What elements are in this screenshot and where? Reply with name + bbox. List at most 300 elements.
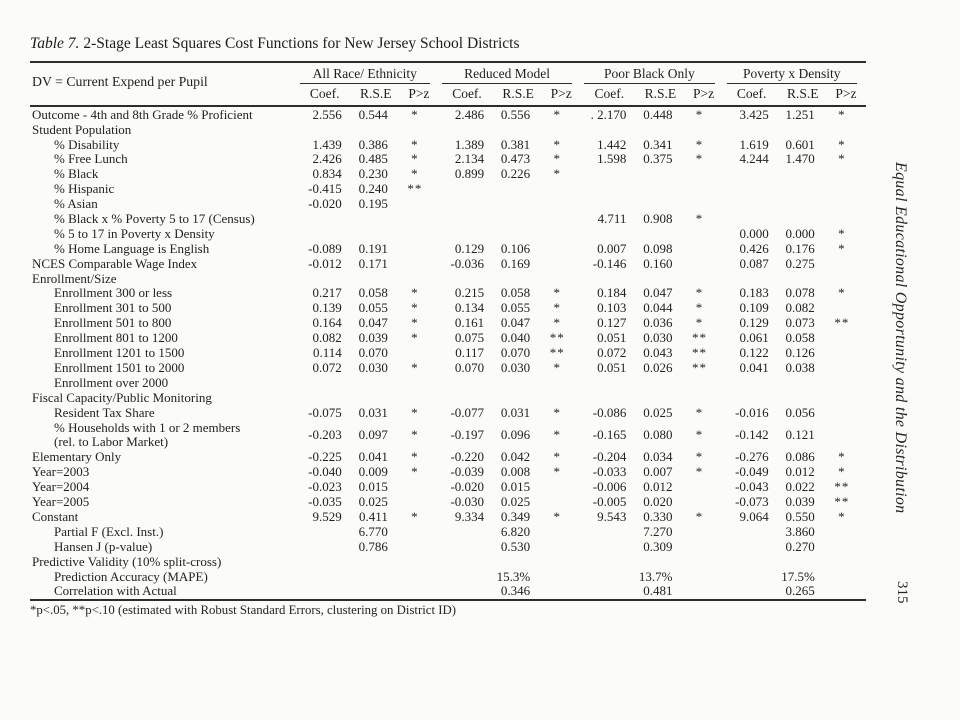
pz-cell <box>541 494 581 509</box>
pz-cell: * <box>411 427 419 443</box>
row-label <box>30 256 297 271</box>
row-label <box>30 211 297 226</box>
rse-cell: 0.386 <box>358 136 388 152</box>
rse-cell <box>495 196 541 211</box>
row-label <box>30 241 297 256</box>
pz-header: P>z <box>550 86 572 101</box>
rse-cell <box>495 226 541 241</box>
row-label-line: % Black x % Poverty 5 to 17 (Census) <box>54 211 255 226</box>
pz-cell: * <box>411 136 419 152</box>
pz-cell <box>399 554 439 569</box>
table-row <box>30 554 866 569</box>
rse-cell: 0.000 <box>785 226 815 241</box>
coef-cell <box>724 181 780 196</box>
rse-cell: 0.022 <box>785 479 815 495</box>
coef-cell <box>297 554 353 569</box>
rse-cell <box>637 167 683 182</box>
rse-cell: 0.047 <box>358 315 388 331</box>
pz-cell <box>541 390 581 405</box>
column-group-all-race <box>297 62 439 84</box>
pz-cell <box>541 584 581 600</box>
pz-cell: * <box>553 166 561 182</box>
row-label-line: % Asian <box>54 196 98 212</box>
coef-cell: -0.204 <box>592 449 627 465</box>
coef-cell: -0.276 <box>735 449 769 465</box>
row-label-line: Enrollment 1501 to 2000 <box>54 360 185 375</box>
table-row <box>30 241 866 256</box>
pz-cell: * <box>838 449 846 465</box>
pz-cell: * <box>411 404 419 420</box>
rse-cell <box>637 554 683 569</box>
pz-cell: * <box>411 285 419 301</box>
rse-cell <box>780 122 826 137</box>
coef-cell <box>724 554 780 569</box>
coef-cell: -0.089 <box>308 241 342 256</box>
row-label-line: Enrollment 801 to 1200 <box>54 330 178 346</box>
row-label-line: Student Population <box>32 121 132 137</box>
coef-cell: -0.039 <box>450 464 485 480</box>
coef-cell: -0.006 <box>592 479 627 495</box>
table-row <box>30 420 866 450</box>
row-label-line: NCES Comparable Wage Index <box>32 255 198 271</box>
pz-cell <box>399 375 439 390</box>
pz-cell <box>683 256 723 271</box>
coef-cell <box>581 196 637 211</box>
pz-cell <box>826 569 866 584</box>
rse-cell <box>637 196 683 211</box>
coef-cell: 0.217 <box>312 285 342 301</box>
pz-cell <box>683 241 723 256</box>
pz-cell <box>826 420 866 450</box>
coef-cell: 1.442 <box>597 136 627 152</box>
pz-cell: * <box>411 509 419 525</box>
pz-cell <box>826 167 866 182</box>
pz-cell: * <box>553 300 561 316</box>
rse-cell <box>637 181 683 196</box>
rse-cell: 0.341 <box>643 136 673 152</box>
coef-cell: 0.103 <box>597 300 627 316</box>
rse-cell <box>353 271 399 286</box>
column-group-poor-black-label: Poor Black Only <box>584 63 714 84</box>
coef-cell <box>297 226 353 241</box>
pz-cell <box>541 271 581 286</box>
pz-cell: * <box>695 404 704 420</box>
pz-cell: * <box>411 315 419 331</box>
pz-cell <box>399 494 439 509</box>
rse-cell: 0.160 <box>643 255 673 271</box>
rse-cell: 0.240 <box>358 181 388 197</box>
coef-cell: -0.033 <box>592 464 627 480</box>
rse-cell: 0.908 <box>643 211 673 226</box>
row-label <box>30 106 297 122</box>
coef-cell: -0.043 <box>735 479 769 495</box>
rse-cell: 0.043 <box>643 345 673 360</box>
row-label-line: Enrollment over 2000 <box>54 375 169 390</box>
pz-cell <box>541 211 581 226</box>
rse-cell: 0.015 <box>358 479 388 495</box>
rse-cell <box>780 271 826 286</box>
coef-cell <box>581 122 637 137</box>
rse-cell: 0.012 <box>643 479 673 495</box>
rse-header: R.S.E <box>644 86 677 101</box>
pz-cell: * <box>838 106 846 122</box>
row-label <box>30 167 297 182</box>
coef-cell: -0.146 <box>592 255 627 271</box>
coef-cell: 0.109 <box>739 300 769 316</box>
pz-cell <box>541 524 581 539</box>
pz-cell: * <box>553 449 561 465</box>
pz-cell <box>399 524 439 539</box>
rse-header: R.S.E <box>786 86 819 101</box>
pz-cell <box>826 330 866 345</box>
coef-cell <box>724 539 780 554</box>
pz-cell: * <box>553 509 561 525</box>
coef-cell: -0.415 <box>308 181 342 197</box>
coef-cell: -0.040 <box>308 464 342 480</box>
rse-cell: 0.058 <box>358 285 388 301</box>
rse-cell: 0.036 <box>643 315 673 331</box>
table-row <box>30 271 866 286</box>
pz-cell <box>541 196 581 211</box>
row-label <box>30 196 297 211</box>
row-label <box>30 509 297 524</box>
pz-cell <box>826 181 866 196</box>
rse-cell: 0.097 <box>358 427 388 443</box>
coef-cell: 0.000 <box>739 226 769 241</box>
coef-header: Coef. <box>736 86 767 101</box>
pz-cell <box>683 390 723 405</box>
coef-cell: 0.072 <box>597 345 627 360</box>
coef-cell: -0.035 <box>308 494 342 510</box>
pz-cell: * <box>411 106 419 122</box>
coef-header: Coef. <box>452 86 482 101</box>
table-row <box>30 584 866 600</box>
rse-cell <box>353 375 399 390</box>
coef-cell <box>581 167 637 182</box>
coef-cell: -0.020 <box>308 196 342 212</box>
pz-cell: * <box>411 300 419 316</box>
coef-cell: 1.598 <box>597 151 627 167</box>
table-row <box>30 181 866 196</box>
pz-cell <box>541 375 581 390</box>
page-number: 315 <box>894 581 910 604</box>
rse-cell: 0.346 <box>500 583 531 599</box>
table-row <box>30 301 866 316</box>
rse-cell <box>495 554 541 569</box>
row-label <box>30 569 297 584</box>
pz-cell <box>399 569 439 584</box>
rse-cell <box>353 554 399 569</box>
row-label-line: Year=2003 <box>32 464 90 480</box>
rse-cell: 0.106 <box>500 241 531 256</box>
row-label <box>30 122 297 137</box>
pz-cell <box>826 122 866 137</box>
rse-cell <box>495 390 541 405</box>
coef-cell <box>439 539 495 554</box>
pz-cell: * <box>553 427 561 443</box>
pz-cell: * <box>411 330 419 346</box>
rse-cell: 0.070 <box>358 345 388 360</box>
coef-cell <box>724 196 780 211</box>
row-label-line: Predictive Validity (10% split-cross) <box>32 553 222 569</box>
row-label <box>30 450 297 465</box>
coef-cell: 4.244 <box>739 151 769 167</box>
coef-cell: -0.012 <box>308 255 342 271</box>
rse-cell <box>780 211 826 226</box>
pz-cell <box>683 584 723 600</box>
rse-cell: 0.265 <box>785 583 815 599</box>
coef-cell <box>439 584 495 600</box>
coef-cell: 9.543 <box>597 509 627 525</box>
pz-cell <box>826 405 866 420</box>
rse-cell: 0.169 <box>500 255 531 271</box>
pz-cell <box>399 211 439 226</box>
rse-cell: 0.078 <box>785 285 815 301</box>
rse-cell: 0.309 <box>643 539 673 554</box>
pz-cell <box>683 524 723 539</box>
pz-cell: * <box>411 360 419 375</box>
pz-cell <box>399 196 439 211</box>
coef-cell <box>724 584 780 600</box>
rse-cell: 0.070 <box>500 345 531 360</box>
rse-cell: 0.096 <box>500 427 531 443</box>
pz-cell <box>541 226 581 241</box>
pz-cell <box>826 360 866 375</box>
pz-cell <box>826 554 866 569</box>
rse-cell: 0.226 <box>500 166 531 182</box>
rse-cell: 0.171 <box>358 255 388 271</box>
row-label <box>30 315 297 330</box>
coef-cell: 0.899 <box>454 166 485 182</box>
table-row <box>30 256 866 271</box>
coef-cell: 0.184 <box>597 285 627 301</box>
rse-cell: 1.470 <box>785 151 815 167</box>
row-label-line: Hansen J (p-value) <box>54 539 153 554</box>
table-row <box>30 167 866 182</box>
rse-cell: 0.381 <box>500 136 531 152</box>
rse-cell: 0.034 <box>643 449 673 465</box>
coef-cell: -0.086 <box>592 404 627 420</box>
coef-cell <box>297 390 353 405</box>
rse-cell: 0.375 <box>643 151 673 167</box>
pz-cell: ** <box>692 330 708 346</box>
pz-cell: ** <box>834 315 850 331</box>
pz-cell <box>826 584 866 600</box>
coef-cell: -0.165 <box>592 427 627 443</box>
table-row <box>30 465 866 480</box>
coef-cell: -0.005 <box>592 494 627 510</box>
pz-cell: * <box>553 360 561 375</box>
coef-cell: -0.197 <box>450 427 485 443</box>
row-label <box>30 181 297 196</box>
pz-cell: * <box>553 106 561 122</box>
pz-cell: ** <box>834 494 850 510</box>
coef-cell: 2.486 <box>454 106 485 122</box>
rse-cell: 1.251 <box>785 106 815 122</box>
coef-cell: -0.075 <box>308 404 342 420</box>
coef-header: Coef. <box>309 86 340 101</box>
coef-cell: -0.023 <box>308 479 342 495</box>
pz-cell <box>683 375 723 390</box>
coef-cell <box>724 375 780 390</box>
table-row <box>30 196 866 211</box>
column-group-poor-black <box>581 62 723 84</box>
row-label-line: Constant <box>32 509 79 525</box>
row-label <box>30 137 297 152</box>
pz-cell: * <box>411 166 419 182</box>
coef-cell <box>581 375 637 390</box>
column-group-row <box>30 62 866 84</box>
pz-cell <box>826 390 866 405</box>
rse-cell: 0.098 <box>643 241 673 256</box>
table-row <box>30 330 866 345</box>
pz-cell: * <box>695 285 704 301</box>
coef-cell: 0.051 <box>597 330 627 346</box>
rse-cell: 0.020 <box>643 494 673 510</box>
column-group-all-race-label: All Race/ Ethnicity <box>300 63 430 84</box>
pz-cell: * <box>411 151 419 167</box>
row-label-line: Enrollment 300 or less <box>54 285 173 301</box>
rse-cell <box>637 375 683 390</box>
coef-cell: -0.203 <box>308 427 342 443</box>
rse-cell: 0.082 <box>785 300 815 316</box>
pz-cell <box>399 390 439 405</box>
coef-cell: -0.225 <box>308 449 342 465</box>
coef-cell: 0.007 <box>597 241 627 256</box>
pz-cell <box>541 569 581 584</box>
pz-cell <box>683 181 723 196</box>
pz-cell: * <box>553 285 561 301</box>
pz-cell <box>399 539 439 554</box>
coef-cell <box>581 569 637 584</box>
coef-cell <box>297 524 353 539</box>
pz-cell <box>826 211 866 226</box>
coef-cell: 0.087 <box>739 255 769 271</box>
coef-cell: -0.142 <box>735 427 769 443</box>
coef-cell: 4.711 <box>597 211 627 226</box>
coef-cell: -0.220 <box>450 449 485 465</box>
row-label-line: Correlation with Actual <box>54 583 177 599</box>
coef-cell: 0.117 <box>455 345 485 360</box>
coef-cell <box>724 167 780 182</box>
coef-header: Coef. <box>594 86 625 101</box>
row-label <box>30 330 297 345</box>
pz-cell: * <box>695 106 704 122</box>
pz-cell <box>826 375 866 390</box>
rse-cell: 0.015 <box>500 479 531 495</box>
table-row <box>30 479 866 494</box>
rse-cell: 13.7% <box>638 568 673 584</box>
coef-cell: 2.426 <box>312 151 342 167</box>
coef-cell <box>724 569 780 584</box>
coef-cell: 0.164 <box>312 315 342 331</box>
coef-cell: 2.556 <box>312 106 342 122</box>
coef-cell <box>724 390 780 405</box>
rse-cell: 0.038 <box>785 360 815 375</box>
pz-cell: * <box>553 404 561 420</box>
pz-cell <box>826 301 866 316</box>
column-group-reduced-model <box>439 62 581 84</box>
rse-cell: 0.042 <box>500 449 531 465</box>
coef-cell <box>439 554 495 569</box>
rse-cell: 0.601 <box>785 136 815 152</box>
table-row <box>30 524 866 539</box>
rse-cell: 0.030 <box>500 360 531 375</box>
rse-header: R.S.E <box>502 86 534 101</box>
coef-cell: -0.036 <box>450 255 485 271</box>
pz-cell <box>683 539 723 554</box>
rse-header: R.S.E <box>360 86 392 101</box>
rse-cell <box>637 122 683 137</box>
rse-cell <box>637 271 683 286</box>
pz-cell <box>541 241 581 256</box>
pz-cell <box>683 167 723 182</box>
pz-header: P>z <box>408 86 430 101</box>
row-label-line: % Free Lunch <box>54 151 128 167</box>
coef-cell: 9.064 <box>739 509 769 525</box>
rse-cell: 0.055 <box>358 300 388 316</box>
coef-cell <box>439 569 495 584</box>
pz-cell: ** <box>549 345 565 360</box>
coef-cell: 3.425 <box>739 106 769 122</box>
table-row <box>30 152 866 167</box>
rse-cell <box>495 211 541 226</box>
table-row <box>30 539 866 554</box>
pz-cell: * <box>695 509 704 525</box>
rse-cell: 0.556 <box>500 106 531 122</box>
row-label <box>30 360 297 375</box>
pz-cell <box>826 271 866 286</box>
dependent-variable-label: DV = Current Expend per Pupil <box>32 73 208 89</box>
coef-cell <box>297 122 353 137</box>
table-title-number: Table 7. <box>30 35 80 52</box>
coef-cell <box>581 524 637 539</box>
rse-cell <box>353 226 399 241</box>
pz-cell <box>399 122 439 137</box>
rse-cell: 0.230 <box>358 166 388 182</box>
rse-cell: 6.770 <box>358 524 388 539</box>
pz-cell: * <box>838 151 846 167</box>
rse-cell: 17.5% <box>781 568 815 584</box>
coef-cell: -0.073 <box>735 494 769 510</box>
pz-cell: * <box>695 211 704 226</box>
row-label-line: Fiscal Capacity/Public Monitoring <box>32 389 212 405</box>
pz-cell <box>399 345 439 360</box>
coef-cell: 0.129 <box>739 315 769 331</box>
rse-cell: 0.786 <box>358 539 388 554</box>
row-label <box>30 465 297 480</box>
coef-cell <box>581 584 637 600</box>
row-label <box>30 152 297 167</box>
rse-cell <box>495 375 541 390</box>
rse-cell: 0.047 <box>500 315 531 331</box>
rse-cell: 0.012 <box>785 464 815 480</box>
coef-cell: 0.051 <box>597 360 627 375</box>
table-row <box>30 226 866 241</box>
pz-cell <box>683 494 723 509</box>
table-row <box>30 122 866 137</box>
pz-cell <box>399 271 439 286</box>
rse-cell <box>780 390 826 405</box>
rse-cell: 0.473 <box>500 151 531 167</box>
pz-cell <box>683 479 723 494</box>
pz-cell: * <box>695 300 704 316</box>
row-label <box>30 420 297 450</box>
rse-cell: 0.009 <box>358 464 388 480</box>
pz-cell <box>541 122 581 137</box>
rse-cell <box>353 584 399 600</box>
coef-cell <box>439 122 495 137</box>
